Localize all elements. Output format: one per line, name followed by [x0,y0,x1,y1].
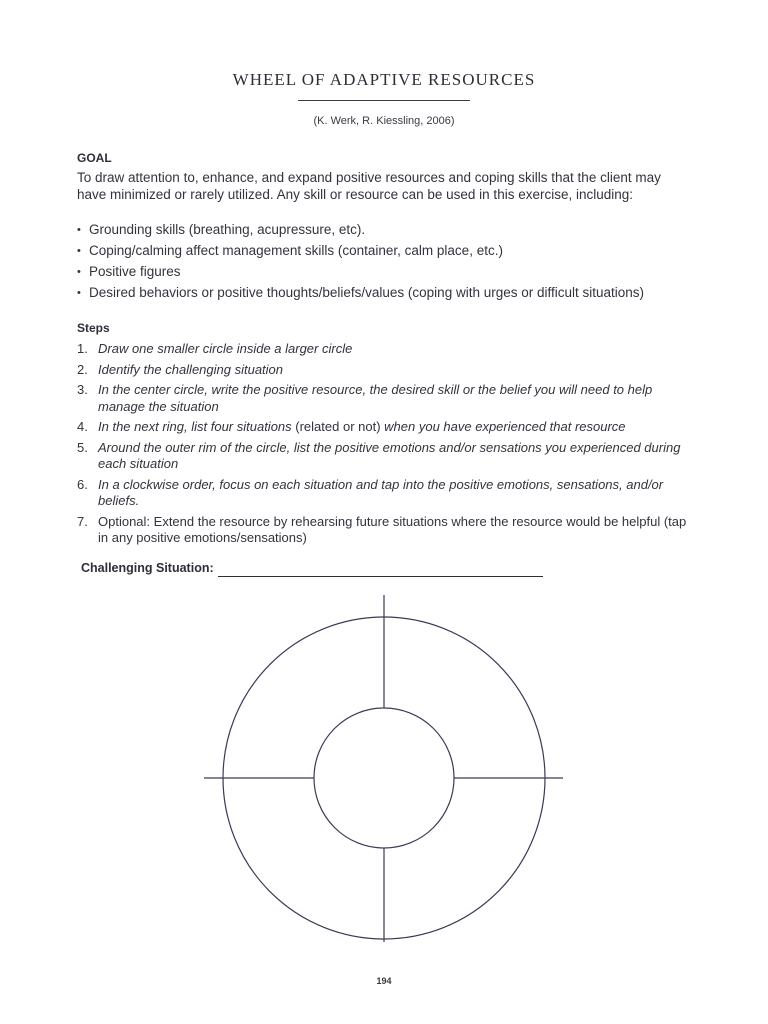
list-item [77,264,717,281]
step-number: 7. [77,513,88,529]
page-number: 194 [376,976,392,986]
step-number: 2. [77,361,88,377]
step-text: Identify the challenging situation [98,361,284,377]
inner-circle [314,708,454,848]
bullet-icon: • [77,245,81,257]
step-text: Draw one smaller circle inside a larger circle [98,341,353,356]
step-text: In the center circle, write the positive resource, the desired skill or the belief you will need to help manage the situation [98,382,653,414]
title-underline [298,100,470,101]
list-item-text: Grounding skills (breathing, acupressure, etc). [89,222,366,237]
steps-list [77,341,697,551]
step-number: 4. [77,419,88,434]
step-text-italic-b: when you have experienced that resource [384,419,626,434]
list-item-text: Positive figures [89,264,181,279]
step-item [77,341,697,358]
step-number: 3. [77,382,88,397]
step-item [77,514,697,547]
step-number: 6. [77,476,88,492]
step-text-italic-a: In the next ring, list four situations [98,419,292,434]
list-item-text: Coping/calming affect management skills (container, calm place, etc.) [89,243,503,258]
step-number: 5. [77,439,88,455]
step-item [77,362,697,379]
step-item [77,440,697,473]
resource-wheel [200,592,570,952]
step-text-plain: (related or not) [291,419,385,434]
step-text: Optional: Extend the resource by rehearsing future situations where the resource would be helpful (tap in any positive emotions/sensations) [98,513,687,545]
resource-list [77,222,717,306]
page-title: WHEEL OF ADAPTIVE RESOURCES [232,70,536,89]
citation: (K. Werk, R. Kiessling, 2006) [313,115,455,127]
goal-heading: GOAL [77,151,112,165]
step-text [98,419,697,436]
goal-text: To draw attention to, enhance, and expand positive resources and coping skills that the client may have minimized or rarely utilized. Any skill or resource can be used in this exercise, including: [77,170,661,202]
steps-heading: Steps [77,321,110,335]
step-item [77,382,697,415]
list-item [77,243,717,260]
step-number: 1. [77,341,88,356]
list-item [77,285,717,302]
challenging-situation-field[interactable] [218,576,543,577]
step-text: Around the outer rim of the circle, list the positive emotions and/or sensations you experienced during each situation [98,439,681,471]
challenging-situation-label: Challenging Situation: [81,561,214,575]
list-item [77,222,717,239]
bullet-icon: • [77,224,81,236]
bullet-icon: • [77,287,81,299]
step-item [77,419,697,436]
step-text: In a clockwise order, focus on each situation and tap into the positive emotions, sensations, and/or beliefs. [98,476,664,508]
step-item [77,477,697,510]
list-item-text: Desired behaviors or positive thoughts/beliefs/values (coping with urges or difficult situations) [89,285,645,300]
bullet-icon: • [77,266,81,278]
